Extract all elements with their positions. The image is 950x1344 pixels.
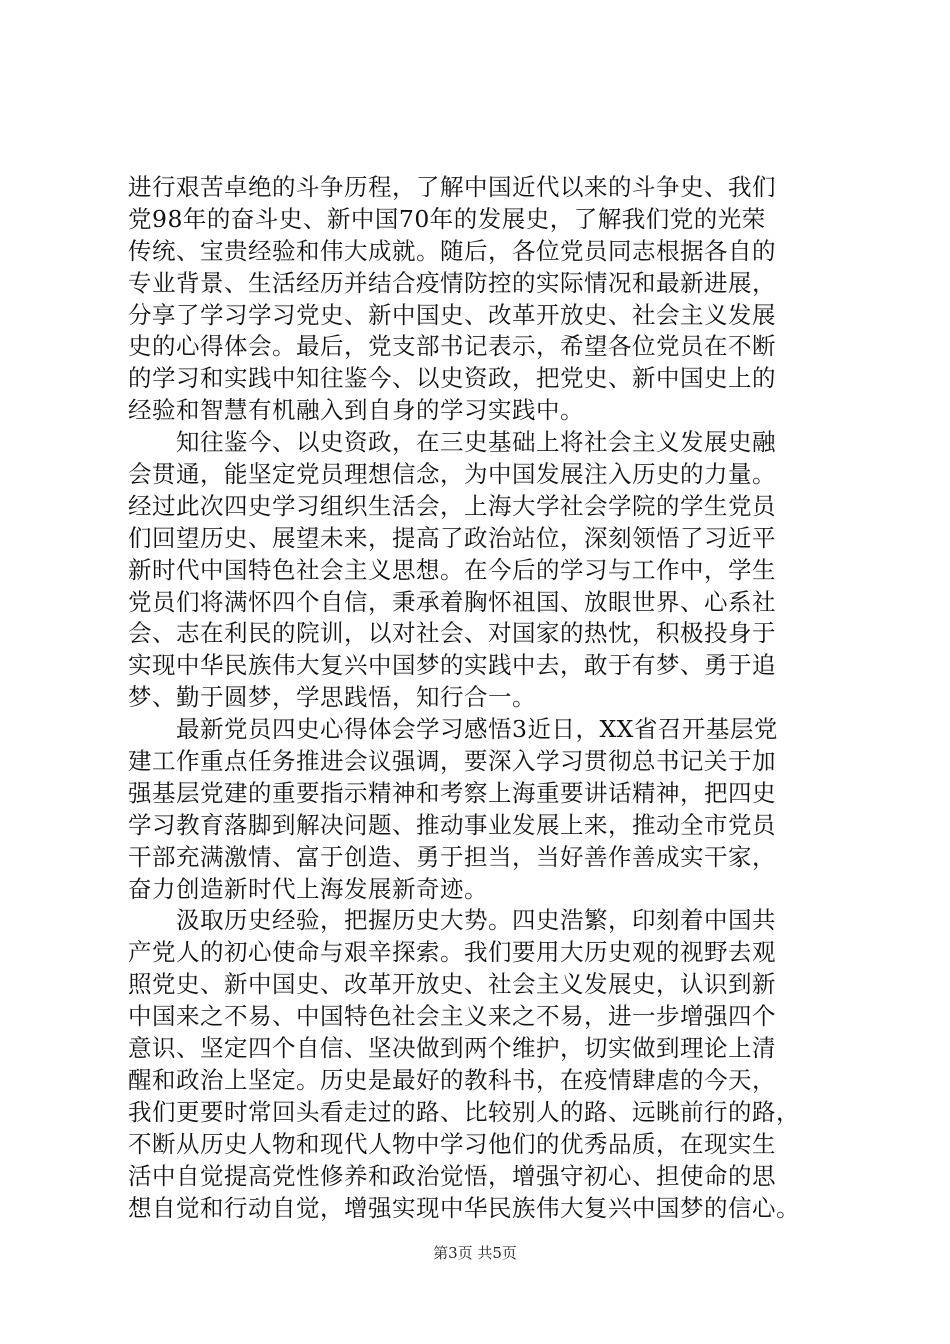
page-footer: 第3页 共5页	[433, 1244, 517, 1262]
text-line: 分享了学习学习党史、新中国史、改革开放史、社会主义发展	[128, 300, 776, 329]
text-line: 不断从历史人物和现代人物中学习他们的优秀品质，在现实生	[128, 1129, 776, 1158]
text-line: 想自觉和行动自觉，增强实现中华民族伟大复兴中国梦的信心。	[128, 1193, 800, 1222]
text-line: 新时代中国特色社会主义思想。在今后的学习与工作中，学生	[128, 555, 776, 584]
text-line: 我们更要时常回头看走过的路、比较别人的路、远眺前行的路，	[128, 1097, 800, 1126]
text-line: 醒和政治上坚定。历史是最好的教科书，在疫情肆虐的今天，	[128, 1065, 776, 1094]
text-line: 会、志在利民的院训，以对社会、对国家的热忱，积极投身于	[128, 619, 776, 648]
text-line: 奋力创造新时代上海发展新奇迹。	[128, 874, 488, 903]
text-line: 中国来之不易、中国特色社会主义来之不易，进一步增强四个	[128, 1002, 776, 1031]
text-line: 知往鉴今、以史资政，在三史基础上将社会主义发展史融	[128, 428, 776, 457]
text-line: 进行艰苦卓绝的斗争历程，了解中国近代以来的斗争史、我们	[128, 173, 776, 201]
text-line: 经验和智慧有机融入到自身的学习实践中。	[128, 396, 584, 425]
text-line: 干部充满激情、富于创造、勇于担当，当好善作善成实干家，	[128, 842, 776, 871]
text-line: 最新党员四史心得体会学习感悟3近日，XX省召开基层党	[128, 715, 778, 744]
text-line: 梦、勤于圆梦，学思践悟，知行合一。	[128, 683, 536, 712]
text-line: 学习教育落脚到解决问题、推动事业发展上来，推动全市党员	[128, 810, 776, 839]
text-line: 强基层党建的重要指示精神和考察上海重要讲话精神，把四史	[128, 778, 776, 807]
text-line: 们回望历史、展望未来，提高了政治站位，深刻领悟了习近平	[128, 523, 776, 552]
text-line: 活中自觉提高党性修养和政治觉悟，增强守初心、担使命的思	[128, 1161, 776, 1190]
text-line: 实现中华民族伟大复兴中国梦的实践中去，敢于有梦、勇于追	[128, 651, 776, 680]
text-line: 建工作重点任务推进会议强调，要深入学习贯彻总书记关于加	[128, 747, 776, 776]
text-line: 专业背景、生活经历并结合疫情防控的实际情况和最新进展，	[128, 268, 776, 297]
text-line: 的学习和实践中知往鉴今、以史资政，把党史、新中国史上的	[128, 364, 776, 393]
text-line: 史的心得体会。最后，党支部书记表示，希望各位党员在不断	[128, 332, 776, 361]
text-line: 汲取历史经验，把握历史大势。四史浩繁，印刻着中国共	[128, 906, 776, 935]
text-line: 照党史、新中国史、改革开放史、社会主义发展史，认识到新	[128, 970, 776, 999]
text-line: 产党人的初心使命与艰辛探索。我们要用大历史观的视野去观	[128, 938, 776, 967]
text-line: 经过此次四史学习组织生活会，上海大学社会学院的学生党员	[128, 491, 776, 520]
text-line: 党员们将满怀四个自信，秉承着胸怀祖国、放眼世界、心系社	[128, 587, 776, 616]
text-line: 党98年的奋斗史、新中国70年的发展史，了解我们党的光荣	[128, 204, 766, 233]
text-line: 会贯通，能坚定党员理想信念，为中国发展注入历史的力量。	[128, 460, 776, 489]
text-line: 传统、宝贵经验和伟大成就。随后，各位党员同志根据各自的	[128, 236, 776, 265]
text-line: 意识、坚定四个自信、坚决做到两个维护，切实做到理论上清	[128, 1034, 776, 1063]
body-text	[128, 172, 848, 1224]
